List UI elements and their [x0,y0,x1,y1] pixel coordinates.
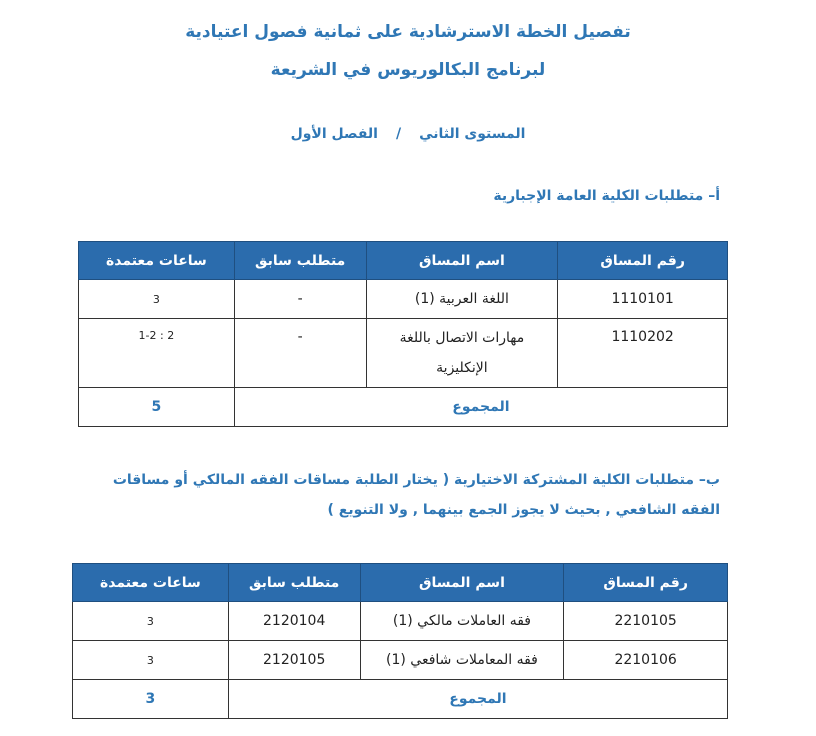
section-b-heading-line1: ب– متطلبات الكلية المشتركة الاختيارية ( يختار الطلبة مساقات الفقه المالكي أو مساقات [112,472,720,488]
prerequisite: - [234,319,366,388]
course-code: 1110202 [558,319,728,388]
table-header-row [73,564,728,602]
course-name: فقه العاملات مالكي (1) [360,602,564,641]
table-header-row [79,242,728,280]
course-name: اللغة العربية (1) [366,280,558,319]
total-label: المجموع [234,388,727,427]
course-name: فقه المعاملات شافعي (1) [360,641,564,680]
column-header-course-name: اسم المساق [360,564,564,602]
column-header-prerequisite: متطلب سابق [228,564,360,602]
credit-hours: 3 [73,641,229,680]
total-value: 3 [73,680,229,719]
section-a-table [78,241,728,427]
table-row [79,280,728,319]
course-name [366,319,558,388]
document-title-line1: تفصيل الخطة الاسترشادية على ثمانية فصول اعتيادية [185,22,631,42]
course-code: 1110101 [558,280,728,319]
section-b-heading-line2: الفقه الشافعي , بحيث لا يجوز الجمع بينهما , ولا التنويع ) [327,502,720,518]
column-header-course-code: رقم المساق [564,564,728,602]
credit-hours: 1-2 : 2 [79,319,235,388]
level-separator: / [395,126,402,142]
prerequisite: 2120104 [228,602,360,641]
section-b-heading [80,465,720,525]
course-code: 2210106 [564,641,728,680]
table-row [73,641,728,680]
section-b-table [72,563,728,719]
document-title-line2: لبرنامج البكالوريوس في الشريعة [270,60,546,80]
column-header-course-name: اسم المساق [366,242,558,280]
credit-hours: 3 [79,280,235,319]
total-label: المجموع [228,680,727,719]
column-header-credit-hours: ساعات معتمدة [79,242,235,280]
table-total-row [73,680,728,719]
total-value: 5 [79,388,235,427]
credit-hours: 3 [73,602,229,641]
course-name-text: مهارات الاتصال باللغة الإنكليزية [399,330,525,376]
semester-label: الفصل الأول [290,126,378,142]
prerequisite: - [234,280,366,319]
level-label: المستوى الثاني [419,126,526,142]
table-total-row [79,388,728,427]
course-code: 2210105 [564,602,728,641]
column-header-prerequisite: متطلب سابق [234,242,366,280]
column-header-credit-hours: ساعات معتمدة [73,564,229,602]
column-header-course-code: رقم المساق [558,242,728,280]
section-a-heading: أ– متطلبات الكلية العامة الإجبارية [493,188,720,204]
table-row [79,319,728,388]
level-semester-line [0,126,816,142]
prerequisite: 2120105 [228,641,360,680]
table-row [73,602,728,641]
